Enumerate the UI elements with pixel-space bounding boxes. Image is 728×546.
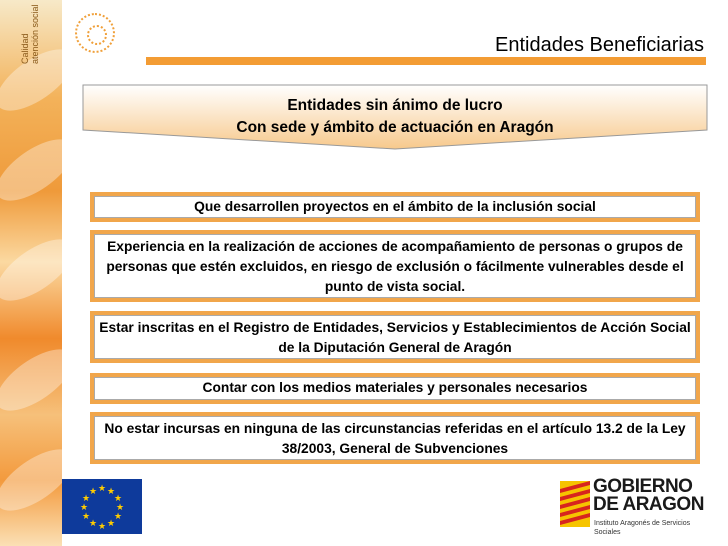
banner-line-2: Con sede y ámbito de actuación en Aragón bbox=[236, 119, 554, 136]
page-title: Entidades Beneficiarias bbox=[494, 34, 704, 56]
decorative-side-image bbox=[0, 0, 62, 546]
eu-flag-icon: ★ ★ ★ ★ ★ ★ ★ ★ ★ ★ ★ ★ bbox=[62, 479, 142, 534]
gobierno-aragon-logo: GOBIERNO DE ARAGON bbox=[593, 476, 704, 515]
requirement-box-1 bbox=[94, 196, 696, 218]
requirement-text: Experiencia en la realización de acciones de acompañamiento de personas o grupos de personas que estén excluidos, en riesgo de exclusión o fácilmente vulnerables desde el punto de vista social. bbox=[106, 239, 684, 294]
requirement-text: No estar incursas en ninguna de las circunstancias referidas en el artículo 13.2 de la Ley 38/2003, General de Subvenciones bbox=[104, 421, 686, 456]
requirement-text: Estar inscritas en el Registro de Entidades, Servicios y Establecimientos de Acción Social de la Diputación General de Aragón bbox=[99, 320, 691, 355]
requirement-box-3 bbox=[94, 315, 696, 359]
requirement-box-4 bbox=[94, 377, 696, 400]
requirement-text: Que desarrollen proyectos en el ámbito de la inclusión social bbox=[194, 199, 596, 214]
requirement-box-2 bbox=[94, 234, 696, 298]
institute-name: Instituto Aragonés de Servicios Sociales bbox=[594, 520, 691, 536]
side-image-caption: Calidad atención social bbox=[20, 4, 40, 64]
banner-text bbox=[82, 95, 708, 139]
requirement-text: Contar con los medios materiales y personales necesarios bbox=[202, 380, 588, 395]
quality-seal-icon bbox=[75, 13, 115, 53]
title-underline bbox=[146, 57, 706, 65]
requirement-box-5 bbox=[94, 416, 696, 460]
banner-line-1: Entidades sin ánimo de lucro bbox=[287, 97, 503, 114]
